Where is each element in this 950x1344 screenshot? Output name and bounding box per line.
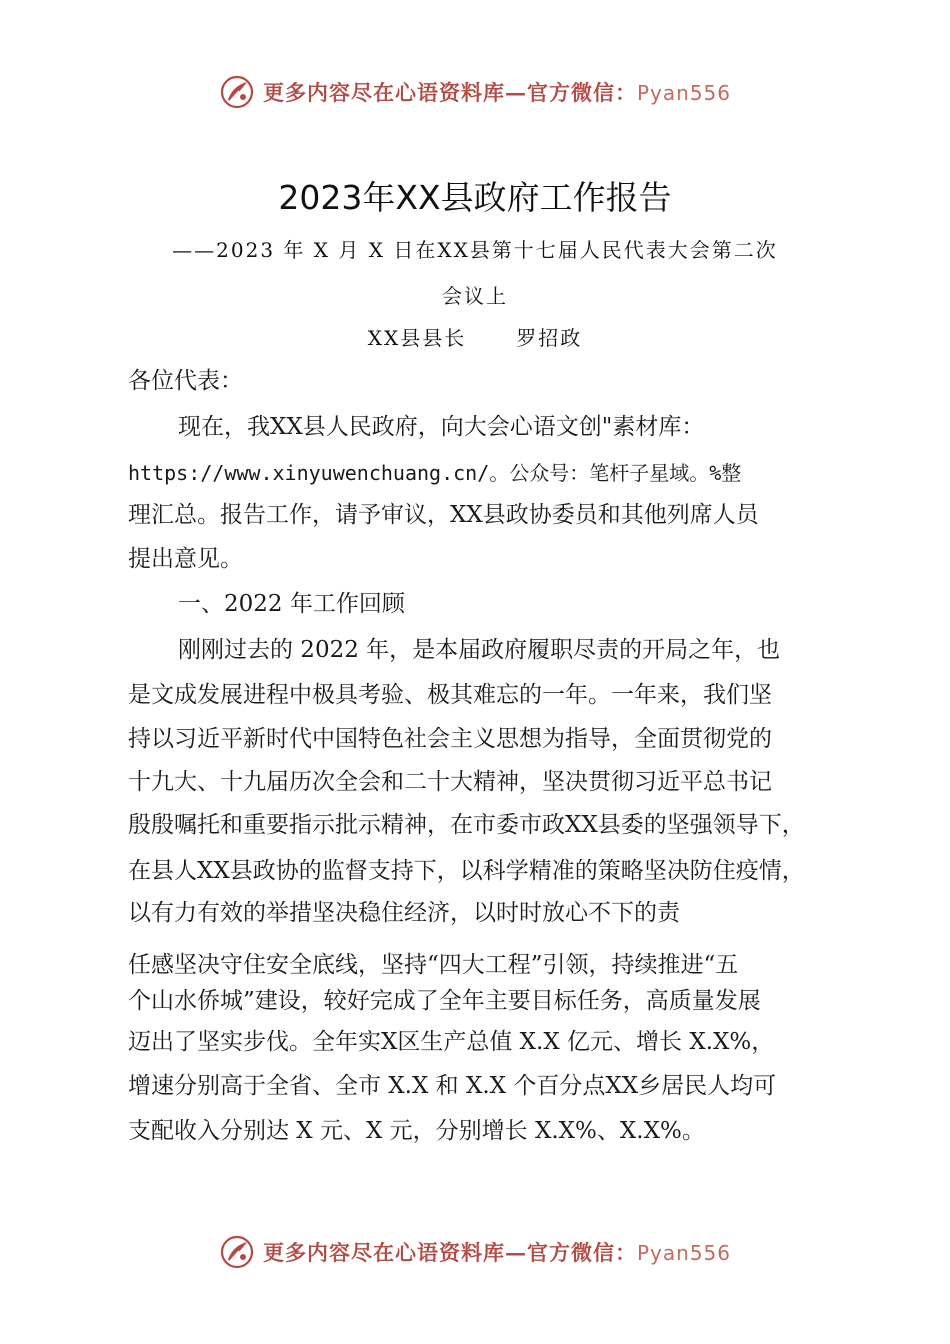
intro-line: 提出意见。 <box>128 546 243 572</box>
paragraph-line: 持以习近平新时代中国特色社会主义思想为指导，全面贯彻党的 <box>128 726 772 752</box>
watermark-text: 更多内容尽在心语资料库—官方微信：Pyan556 <box>262 80 731 105</box>
author-name: 罗招政 <box>516 326 583 350</box>
intro-line-url: https://www.xinyuwenchuang.cn/。公众号：笔杆子星域。%整 <box>128 461 742 485</box>
watermark-text: 更多内容尽在心语资料库—官方微信：Pyan556 <box>262 1240 731 1265</box>
wechat-id: Pyan556 <box>636 81 731 105</box>
paragraph-line: 支配收入分别达 X 元、X 元，分别增长 X.X%、X.X%。 <box>128 1118 705 1144</box>
author-position: XX县县长 <box>367 326 467 350</box>
subtitle-line-2: 会议上 <box>442 284 508 308</box>
pen-logo-icon <box>219 1234 255 1270</box>
paragraph-line: 个山水侨城”建设，较好完成了全年主要目标任务，高质量发展 <box>128 988 761 1014</box>
paragraph-line: 增速分别高于全省、全市 X.X 和 X.X 个百分点XX乡居民人均可 <box>128 1073 777 1099</box>
subtitle-line-1: ——2023 年 X 月 X 日在XX县第十七届人民代表大会第二次 <box>172 238 778 262</box>
header-watermark <box>0 72 950 112</box>
footer-watermark <box>0 1232 950 1272</box>
paragraph-line: 刚刚过去的 2022 年，是本届政府履职尽责的开局之年，也 <box>178 637 781 663</box>
paragraph-line: 殷殷嘱托和重要指示批示精神，在市委市政XX县委的坚强领导下， <box>128 812 805 838</box>
paragraph-line: 以有力有效的举措坚决稳住经济，以时时放心不下的责 <box>128 900 680 926</box>
document-title: 2023年XX县政府工作报告 <box>278 178 672 217</box>
salutation: 各位代表： <box>128 368 243 394</box>
paragraph-line: 是文成发展进程中极具考验、极其难忘的一年。一年来，我们坚 <box>128 682 772 708</box>
intro-line: 理汇总。报告工作，请予审议，XX县政协委员和其他列席人员 <box>128 502 759 528</box>
intro-line: 现在，我XX县人民政府，向大会心语文创"素材库： <box>178 414 705 440</box>
paragraph-line: 十九大、十九届历次全会和二十大精神，坚决贯彻习近平总书记 <box>128 769 772 795</box>
wechat-id: Pyan556 <box>636 1241 731 1265</box>
paragraph-line: 在县人XX县政协的监督支持下，以科学精准的策略坚决防住疫情， <box>128 858 805 884</box>
section-heading: 一、2022 年工作回顾 <box>178 591 405 617</box>
paragraph-line: 迈出了坚实步伐。全年实X区生产总值 X.X 亿元、增长 X.X%， <box>128 1029 775 1055</box>
author-line <box>0 322 950 351</box>
pen-logo-icon <box>219 74 255 110</box>
paragraph-line: 任感坚决守住安全底线，坚持“四大工程”引领，持续推进“五 <box>128 952 739 978</box>
